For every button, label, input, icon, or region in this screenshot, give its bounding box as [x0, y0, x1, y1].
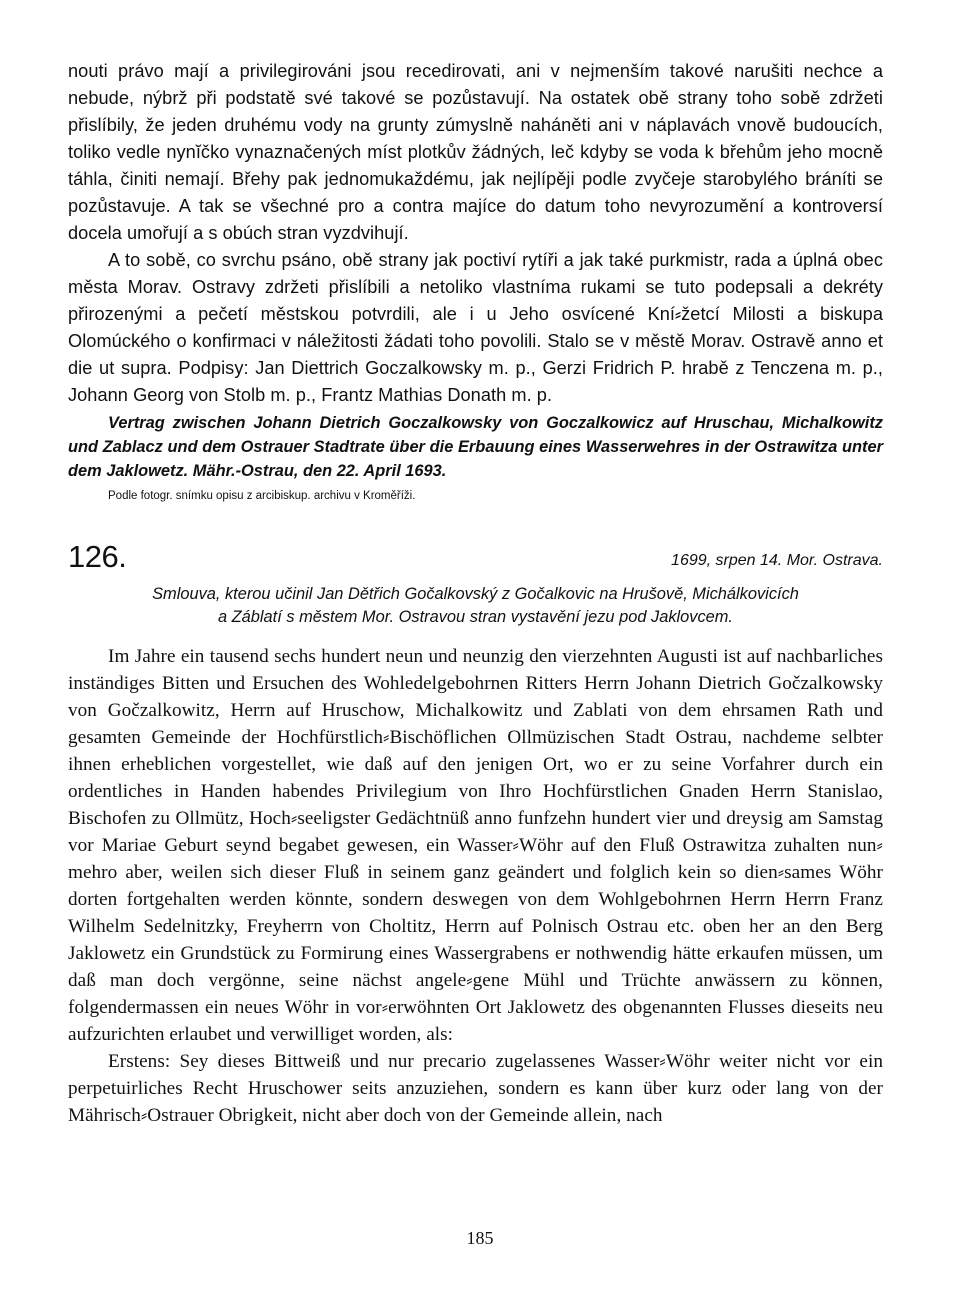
document-header: [68, 539, 883, 583]
czech-paragraph-1: nouti právo mají a privilegirováni jsou recedirovati, ani v nejmenším takové narušiti nechce a nebude, nýbrž při podstatě své takové se pozůstavují. Na ostatek obě strany toho sobě zdržeti přislíbily, že jeden druhému vody na grunty zúmyslně naháněti ani v náplavách vnově budoucích, toliko vedle nynĭčko vynaznačených míst plotkův žádných, leč kdyby se voda k břehům jeho mocně táhla, činiti nemají. Břehy pak jednomukaždému, jak nejlípěji podle zvyčeje starobylého bráníti se pozůstavuje. A tak se všechné pro a contra majíce do datum toho nevyrozumění a kontroversí docela umořují a s obúch stran vyzdvihují.: [68, 61, 883, 243]
source-note: Podle fotogr. snímku opisu z arcibiskup. archivu v Kroměříži.: [108, 490, 416, 502]
document-title-line-1: Smlouva, kterou učinil Jan Dětřich Gočalkovský z Gočalkovic na Hrušově, Michálkovicích: [152, 585, 799, 603]
document-title: [68, 583, 883, 629]
document-title-line-2: a Záblatí s městem Mor. Ostravou stran vystavění jezu pod Jaklovcem.: [218, 608, 733, 626]
page-body: [68, 58, 883, 1129]
page-number: 185: [466, 1228, 494, 1248]
czech-paragraph-2: A to sobě, co svrchu psáno, obě strany jak poctiví rytíři a jak také purkmistr, rada a úplná obec města Morav. Ostravy zdržeti přislíbili a netoliko vlastníma rukami se tuto podepsali a dekréty přirozenými a pečetí městskou potvrdili, ale i u Jeho osvícené Kní⸗žetcí Milosti a biskupa Olomúckého o konfirmaci v náležitosti žádati toho povolili. Stalo se v městě Morav. Ostravě anno et die ut supra. Podpisy: Jan Diettrich Goczalkowsky m. p., Gerzi Fridrich P. hrabě z Tenczena m. p., Johann Georg von Stolb m. p., Frantz Mathias Donath m. p.: [68, 250, 883, 405]
german-summary: Vertrag zwischen Johann Dietrich Goczalkowsky von Goczalkowicz auf Hruschau, Michalkowitz und Zablacz und dem Ostrauer Stadtrate über die Erbauung eines Wasserwehres in der Ostrawitza unter dem Jaklowetz. Mähr.-Ostrau, den 22. April 1693.: [68, 414, 883, 480]
german-paragraph-2: Erstens: Sey dieses Bittweiß und nur precario zugelassenes Wasser⸗Wöhr weiter nicht vor ein perpetuirliches Recht Hruschower seits anzuziehen, sondern es kann über kurz oder lang von der Mährisch⸗Ostrauer Obrigkeit, nicht aber doch von der Gemeinde allein, nach: [68, 1051, 883, 1126]
document-number: 126.: [68, 539, 127, 574]
german-paragraph-1: Im Jahre ein tausend sechs hundert neun und neunzig den vierzehnten Augusti ist auf nachbarliches inständiges Bitten und Ersuchen des Wohledelgebohrnen Ritters Herrn Johann Dietrich Gočzalkowsky von Gočzalkowitz, Herrn auf Hruschow, Michalkowitz und Zablati von dem ehrsamen Rath und gesamten Gemeinde der Hochfürstlich⸗Bischöflichen Ollmüzischen Stadt Ostrau, nachdeme selbter ihnen erheblichen vorgestellet, wie daß auf den jenigen Ort, wo er zu seine Vorfahrer durch ein ordentliches in Handen habendes Privilegium von Ihro Hochfürstlichen Gnaden Herrn Stanislao, Bischofen zu Ollmütz, Hoch⸗seeligster Gedächtnüß anno funfzehn hundert vier und dreysig am Samstag vor Mariae Geburt seynd begabet gewesen, ein Wasser⸗Wöhr auf den Fluß Ostrawitza zuhalten nun⸗mehro aber, weilen sich dieser Fluß in seinem ganz geändert und folglich kein so dien⸗sames Wöhr dorten fortgehalten werden könnte, sondern deswegen von dem Wohlgebohrnen Herrn Herrn Franz Wilhelm Sedelnitzky, Freyherrn von Choltitz, Herrn auf Polnisch Ostrau etc. oben her an den Berg Jaklowetz ein Grundstück zu Formirung eines Wassergrabens er nothwendig hätte erkaufen müssen, um daß man doch vergönne, seine nächst angele⸗gene Mühl und Trüchte anwässern zu können, folgendermassen ein neues Wöhr in vor⸗erwöhnten Ort Jaklowetz des obgenannten Flusses dieseits neu aufzurichten erlaubet und verwilliget worden, als:: [68, 646, 883, 1045]
document-date-place: 1699, srpen 14. Mor. Ostrava.: [671, 552, 883, 569]
